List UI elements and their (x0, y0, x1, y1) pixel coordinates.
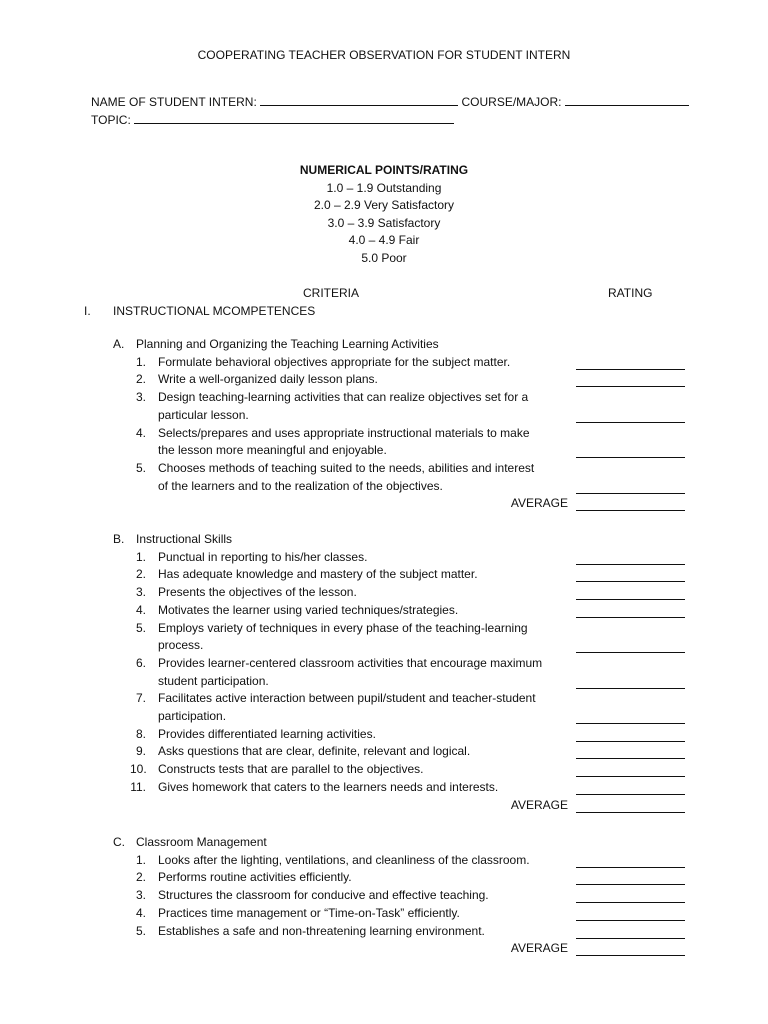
criterion-number: 3. (135, 888, 146, 903)
criterion-text: Punctual in reporting to his/her classes. (158, 549, 368, 564)
criterion-text: Write a well-organized daily lesson plans. (158, 372, 378, 387)
criterion-text: Motivates the learner using varied techniques/strategies. (158, 602, 459, 617)
criterion-number: 1. (135, 549, 146, 564)
criterion-number: 5. (135, 620, 146, 635)
topic-field (91, 111, 454, 129)
rating-header: RATING (608, 286, 653, 300)
student-intern-label: NAME OF STUDENT INTERN: (91, 95, 257, 109)
rating-blank[interactable] (576, 617, 685, 618)
criterion-number: 1. (135, 354, 146, 369)
average-rating-blank[interactable] (576, 812, 685, 813)
rating-scale-item: 5.0 Poor (361, 251, 407, 265)
rating-blank[interactable] (576, 599, 685, 600)
criterion-text: Presents the objectives of the lesson. (158, 585, 357, 600)
rating-blank[interactable] (576, 723, 685, 724)
rating-scale-item: 1.0 – 1.9 Outstanding (326, 181, 442, 195)
average-label: AVERAGE (510, 941, 568, 956)
criterion-text: Selects/prepares and uses appropriate instructional materials to make (158, 425, 530, 440)
criterion-text: particular lesson. (158, 407, 249, 422)
criterion-text: Asks questions that are clear, definite, relevant and logical. (158, 744, 471, 759)
form-title: COOPERATING TEACHER OBSERVATION FOR STUDENT INTERN (197, 48, 571, 62)
part-title: INSTRUCTIONAL MCOMPETENCES (113, 304, 316, 318)
criterion-number: 5. (135, 923, 146, 938)
rating-blank[interactable] (576, 386, 685, 387)
criterion-number: 5. (135, 460, 146, 475)
criterion-number: 7. (135, 691, 146, 706)
rating-blank[interactable] (576, 758, 685, 759)
criterion-number: 9. (135, 744, 146, 759)
course-major-label: COURSE/MAJOR: (461, 95, 562, 109)
criterion-number: 2. (135, 870, 146, 885)
section-letter: A. (113, 337, 125, 351)
rating-blank[interactable] (576, 867, 685, 868)
rating-blank[interactable] (576, 493, 685, 494)
criterion-number: 8. (135, 726, 146, 741)
rating-blank[interactable] (576, 369, 685, 370)
section-title: Instructional Skills (136, 532, 233, 546)
rating-blank[interactable] (576, 884, 685, 885)
rating-blank[interactable] (576, 920, 685, 921)
topic-label: TOPIC: (91, 113, 131, 127)
rating-scale-item: 3.0 – 3.9 Satisfactory (327, 216, 441, 230)
rating-scale-heading: NUMERICAL POINTS/RATING (299, 163, 469, 177)
criterion-text: Facilitates active interaction between pupil/student and teacher-student (158, 691, 536, 706)
section-letter: B. (113, 532, 125, 546)
average-label: AVERAGE (510, 496, 568, 511)
criterion-text: Practices time management or “Time-on-Task” efficiently. (158, 905, 460, 920)
rating-blank[interactable] (576, 564, 685, 565)
rating-blank[interactable] (576, 741, 685, 742)
average-rating-blank[interactable] (576, 510, 685, 511)
section-title: Classroom Management (136, 835, 267, 849)
topic-blank[interactable] (134, 111, 454, 124)
section-title: Planning and Organizing the Teaching Learning Activities (136, 337, 439, 351)
criteria-header: CRITERIA (303, 286, 360, 300)
criterion-text: Structures the classroom for conducive and effective teaching. (158, 888, 489, 903)
criterion-text: Looks after the lighting, ventilations, and cleanliness of the classroom. (158, 852, 530, 867)
rating-blank[interactable] (576, 652, 685, 653)
rating-scale-item: 4.0 – 4.9 Fair (348, 233, 420, 247)
average-label: AVERAGE (510, 797, 568, 812)
criterion-text: Performs routine activities efficiently. (158, 870, 352, 885)
rating-blank[interactable] (576, 776, 685, 777)
rating-blank[interactable] (576, 457, 685, 458)
criterion-text: Establishes a safe and non-threatening learning environment. (158, 923, 485, 938)
criterion-number: 4. (135, 602, 146, 617)
criterion-text: Has adequate knowledge and mastery of the subject matter. (158, 567, 478, 582)
rating-blank[interactable] (576, 688, 685, 689)
criterion-number: 3. (135, 390, 146, 405)
criterion-text: student participation. (158, 673, 269, 688)
criterion-text: Employs variety of techniques in every phase of the teaching-learning (158, 620, 528, 635)
average-rating-blank[interactable] (576, 955, 685, 956)
criterion-text: of the learners and to the realization of the objectives. (158, 478, 443, 493)
criterion-text: Chooses methods of teaching suited to the needs, abilities and interest (158, 460, 535, 475)
criterion-number: 2. (135, 372, 146, 387)
criterion-text: Design teaching-learning activities that can realize objectives set for a (158, 390, 529, 405)
part-numeral: I. (84, 304, 91, 318)
rating-blank[interactable] (576, 422, 685, 423)
student-intern-blank[interactable] (260, 93, 458, 106)
criterion-text: Provides differentiated learning activities. (158, 726, 376, 741)
criterion-number: 4. (135, 425, 146, 440)
criterion-text: participation. (158, 709, 227, 723)
course-major-blank[interactable] (565, 93, 689, 106)
criterion-number: 11. (130, 779, 146, 794)
rating-blank[interactable] (576, 938, 685, 939)
criterion-text: process. (158, 638, 204, 653)
criterion-number: 10. (130, 762, 147, 777)
criterion-text: Constructs tests that are parallel to the objectives. (158, 762, 424, 777)
criterion-text: Formulate behavioral objectives appropriate for the subject matter. (158, 354, 511, 369)
rating-blank[interactable] (576, 581, 685, 582)
criterion-text: the lesson more meaningful and enjoyable. (158, 443, 387, 458)
criterion-text: Gives homework that caters to the learners needs and interests. (158, 779, 499, 794)
criterion-number: 2. (135, 567, 146, 582)
criterion-number: 4. (135, 905, 146, 920)
rating-blank[interactable] (576, 902, 685, 903)
criterion-number: 6. (135, 655, 146, 670)
student-intern-field (91, 93, 689, 111)
criterion-number: 1. (135, 852, 146, 867)
rating-blank[interactable] (576, 794, 685, 795)
criterion-text: Provides learner-centered classroom activities that encourage maximum (158, 655, 543, 670)
rating-scale-item: 2.0 – 2.9 Very Satisfactory (313, 198, 455, 212)
criterion-number: 3. (135, 585, 146, 600)
section-letter: C. (113, 835, 125, 849)
